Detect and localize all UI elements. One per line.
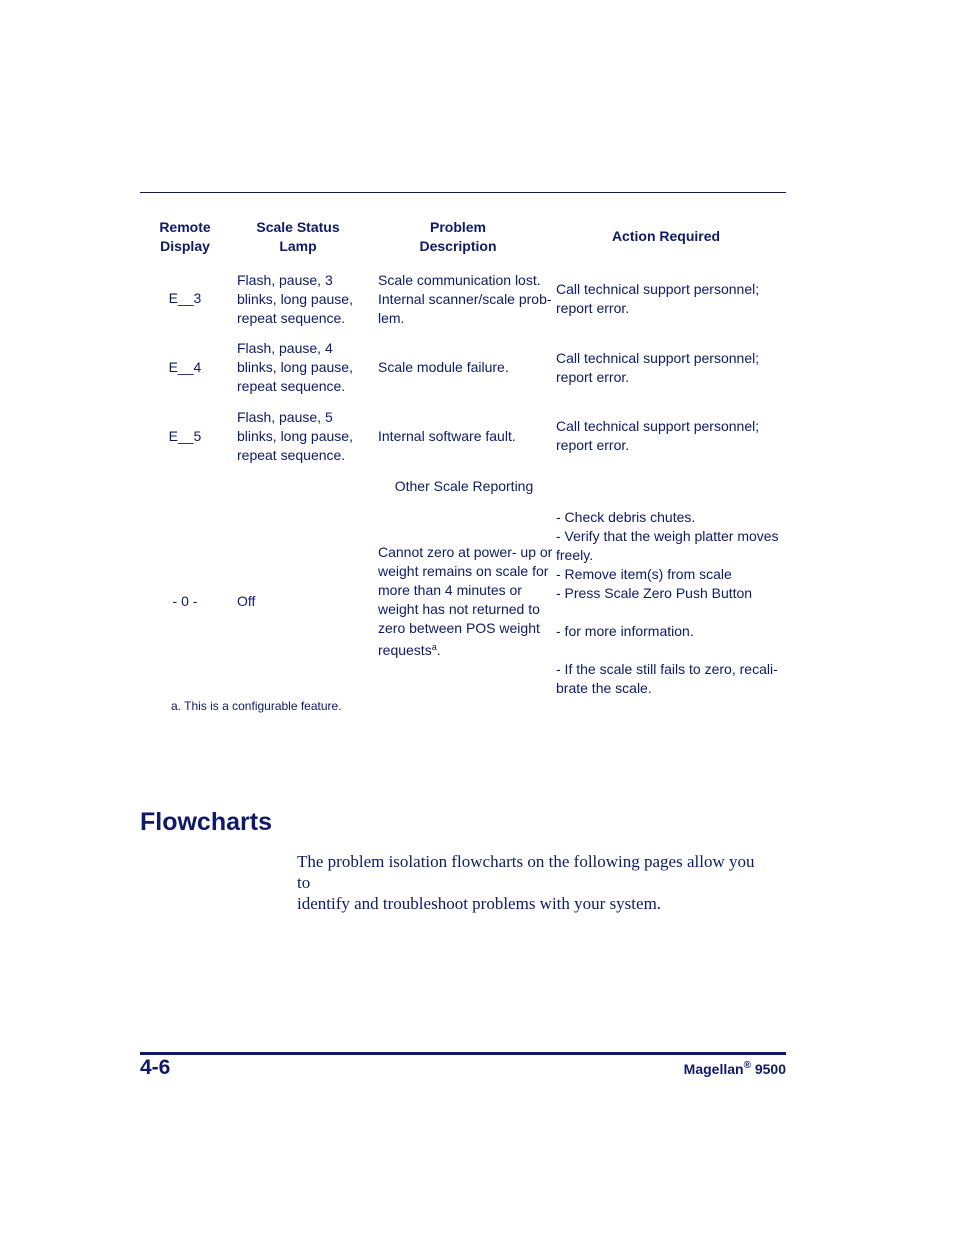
header-action-required: Action Required xyxy=(611,228,721,244)
row-lamp: Flash, pause, 5 blinks, long pause, repeat sequence. xyxy=(237,409,353,463)
table-footnote: a. This is a configurable feature. xyxy=(171,699,342,713)
row-lamp: Flash, pause, 4 blinks, long pause, repeat sequence. xyxy=(237,340,353,394)
other-row-lamp: Off xyxy=(237,593,256,609)
product-name: Magellan® 9500 xyxy=(683,1060,786,1077)
row-action: Call technical support personnel; report error. xyxy=(556,418,760,453)
row-problem: Scale communication lost. Internal scanner/scale prob- lem. xyxy=(378,272,552,326)
header-problem-description: Problem Description xyxy=(419,219,497,254)
page-number: 4-6 xyxy=(140,1056,171,1079)
row-lamp: Flash, pause, 3 blinks, long pause, repeat sequence. xyxy=(237,272,353,326)
footer-rule xyxy=(140,1052,786,1055)
header-rule xyxy=(140,192,786,193)
row-code: E__3 xyxy=(168,290,202,306)
header-remote-display: Remote Display xyxy=(159,219,211,254)
row-problem: Internal software fault. xyxy=(378,428,516,444)
section-body: The problem isolation flowcharts on the following pages allow you to identify and troubleshoot problems with your system. xyxy=(297,852,755,913)
row-code: E__5 xyxy=(168,428,202,444)
footnote-marker: a xyxy=(431,642,437,652)
header-scale-status-lamp: Scale Status Lamp xyxy=(256,219,340,254)
other-row-code: - 0 - xyxy=(172,593,198,609)
other-row-problem: Cannot zero at power- up or weight remains on scale for more than 4 minutes or weight has not returned to zero between POS weight requests$^a$. xyxy=(378,544,553,658)
row-code: E__4 xyxy=(168,359,202,375)
registered-mark: ® xyxy=(743,1060,751,1071)
row-action: Call technical support personnel; report error. xyxy=(556,350,760,385)
row-problem: Scale module failure. xyxy=(378,359,509,375)
other-row-action: - Check debris chutes. - Verify that the weigh platter moves freely. - Remove item(s) from scale - Press Scale Zero Push Button - for more information. - If the scale still fails to zero, recali- brate the scale. xyxy=(556,509,779,696)
section-title: Flowcharts xyxy=(140,808,272,836)
other-scale-reporting-label: Other Scale Reporting xyxy=(394,478,534,494)
row-action: Call technical support personnel; report error. xyxy=(556,281,760,316)
